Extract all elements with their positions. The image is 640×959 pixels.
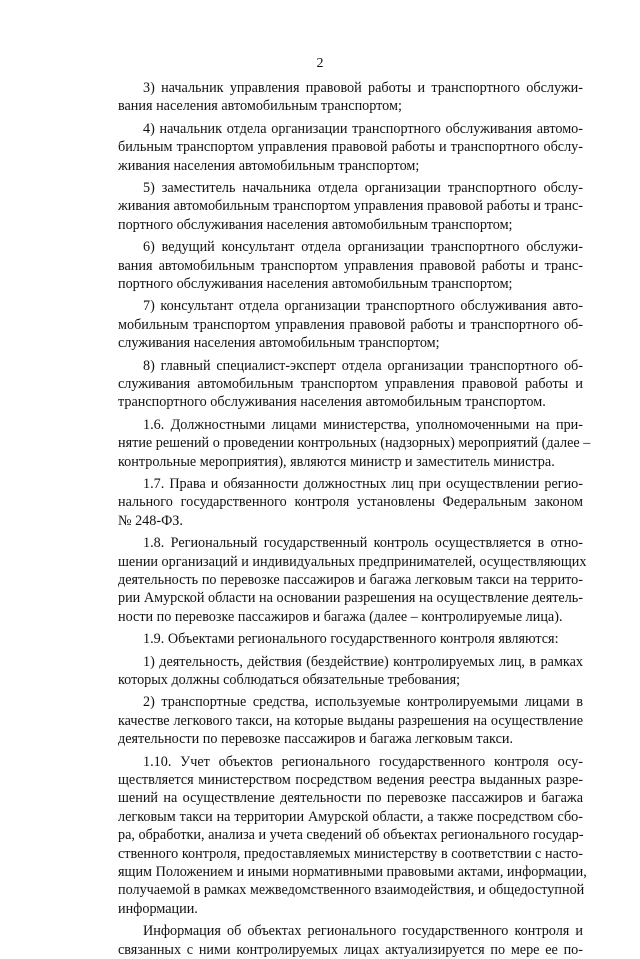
text-line: 1.10. Учет объектов регионального государственного контроля осу- (143, 753, 583, 770)
text-line: мобильным транспортом управления правовой работы и транспортного об- (118, 316, 583, 333)
text-line: 2) транспортные средства, используемые контролируемыми лицами в (143, 694, 583, 711)
text-line: 1.9. Объектами регионального государственного контроля являются: (143, 631, 559, 648)
text-line: легковым такси на территории Амурской области, а также посредством сбо- (118, 808, 583, 825)
text-line: 1.7. Права и обязанности должностных лиц при осуществлении регио- (143, 476, 583, 492)
text-line: 5) заместитель начальника отдела организации транспортного обслу- (143, 180, 583, 196)
text-line: вания населения автомобильным транспортом; (118, 98, 402, 115)
text-line: живания автомобильным транспортом управления правовой работы и транс- (118, 198, 583, 215)
text-line: портного обслуживания населения автомобильным транспортом; (118, 216, 513, 233)
text-line: которых должны соблюдаться обязательные требования; (118, 672, 461, 688)
text-line: служивания автомобильным транспортом управления правовой работы и (118, 376, 583, 392)
text-line: получаемой в рамках межведомственного взаимодействия, и общедоступной (118, 882, 585, 899)
text-line: контрольные мероприятия), являются министр и заместитель министра. (118, 453, 555, 470)
text-line: вания автомобильным транспортом управления правовой работы и транс- (118, 257, 583, 274)
text-line: информации. (118, 900, 198, 917)
text-line: транспортного обслуживания населения автомобильным транспортом. (118, 394, 546, 411)
text-line: 7) консультант отдела организации транспортного обслуживания авто- (143, 298, 583, 315)
text-line: ящим Положением и иными нормативными правовыми актами, информации, (118, 864, 587, 880)
text-line: № 248-ФЗ. (118, 512, 183, 529)
text-line: ности по перевозке пассажиров и багажа (далее – контролируемые лица). (118, 608, 563, 625)
text-line: шений на осуществление деятельности по перевозке пассажиров и багажа (118, 790, 583, 807)
text-line: ра, обработки, анализа и учета сведений об объектах регионального государ- (118, 827, 584, 844)
text-line: бильным транспортом управления правовой работы и транспортного обслу- (118, 139, 583, 156)
text-line: нятие решений о проведении контрольных (надзорных) мероприятий (далее – (118, 435, 591, 452)
text-line: 3) начальник управления правовой работы и транспортного обслужи- (143, 80, 583, 96)
text-line: связанных с ними контролируемых лицах актуализируется по мере ее по- (118, 941, 583, 958)
text-line: Информация об объектах регионального государственного контроля и (143, 923, 583, 940)
text-line: 1.8. Региональный государственный контроль осуществляется в отно- (143, 535, 583, 552)
text-line: качестве легкового такси, на которые выданы разрешения на осуществление (118, 712, 583, 729)
text-line: рии Амурской области на основании разрешения на осуществление деятель- (118, 590, 583, 607)
text-line: ственного контроля, предоставляемых министерству в соответствии с насто- (118, 845, 583, 862)
text-line: служивания населения автомобильным транспортом; (118, 335, 440, 352)
text-line: 8) главный специалист-эксперт отдела организации транспортного об- (143, 357, 583, 374)
page-number: 2 (316, 56, 324, 71)
text-line: портного обслуживания населения автомобильным транспортом; (118, 276, 513, 292)
text-line: 4) начальник отдела организации транспортного обслуживания автомо- (143, 120, 583, 137)
text-line: 1.6. Должностными лицами министерства, уполномоченными на при- (143, 416, 583, 433)
text-line: живания населения автомобильным транспортом; (118, 157, 420, 174)
text-line: нального государственного контроля установлены Федеральным законом (118, 494, 583, 511)
text-line: 6) ведущий консультант отдела организации транспортного обслужи- (143, 239, 583, 256)
text-line: шении организаций и индивидуальных предпринимателей, осуществляющих (118, 553, 587, 570)
text-line: ществляется министерством посредством ведения реестра выданных разре- (118, 772, 583, 788)
text-line: 1) деятельность, действия (бездействие) контролируемых лиц, в рамках (143, 653, 583, 670)
text-line: деятельность по перевозке пассажиров и багажа легковым такси на террито- (118, 572, 583, 588)
text-line: деятельности по перевозке пассажиров и багажа легковым такси. (118, 731, 514, 748)
